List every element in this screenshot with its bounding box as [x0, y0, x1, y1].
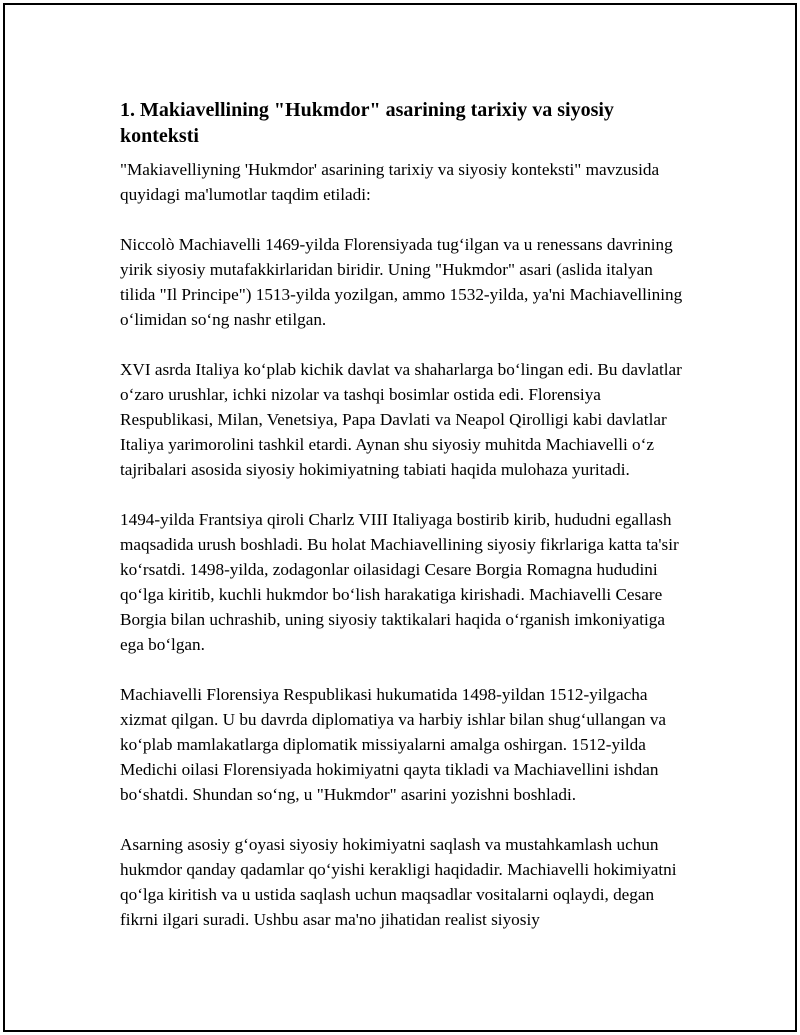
- paragraph-italy-16th-century: XVI asrda Italiya koʻplab kichik davlat va shaharlarga boʻlingan edi. Bu davlatlar oʻzaro urushlar, ichki nizolar va tashqi bosimlar ostida edi. Florensiya Respublikasi, Milan, Venetsiya, Papa Davlati va Neapol Qirolligi kabi davlatlar Italiya yarimorolini tashkil etardi. Aynan shu siyosiy muhitda Machiavelli oʻz tajribalari asosida siyosiy hokimiyatning tabiati haqida mulohaza yuritadi.: [120, 360, 682, 479]
- paragraph-main-idea: Asarning asosiy gʻoyasi siyosiy hokimiyatni saqlash va mustahkamlash uchun hukmdor qanday qadamlar qoʻyishi kerakligi haqidadir. Machiavelli hokimiyatni qoʻlga kiritish va u ustida saqlash uchun maqsadlar vositalarni oqlaydi, degan fikrni ilgari suradi. Ushbu asar ma'no jihatidan realist siyosiy: [120, 835, 677, 929]
- section-heading: 1. Makiavellining "Hukmdor" asarining tarixiy va siyosiy konteksti: [120, 99, 614, 147]
- paragraph-intro: "Makiavelliyning 'Hukmdor' asarining tarixiy va siyosiy konteksti" mavzusida quyidagi ma'lumotlar taqdim etiladi:: [120, 160, 660, 204]
- paragraph-biography: Niccolò Machiavelli 1469-yilda Florensiyada tugʻilgan va u renessans davrining yirik siyosiy mutafakkirlaridan biridir. Uning "Hukmdor" asari (aslida italyan tilida "Il Principe") 1513-yilda yozilgan, ammo 1532-yilda, ya'ni Machiavellining oʻlimidan soʻng nashr etilgan.: [120, 235, 683, 329]
- paragraph-florence-service: Machiavelli Florensiya Respublikasi hukumatida 1498-yildan 1512-yilgacha xizmat qilgan. U bu davrda diplomatiya va harbiy ishlar bilan shugʻullangan va koʻplab mamlakatlarga diplomatik missiyalarni amalga oshirgan. 1512-yilda Medichi oilasi Florensiyada hokimiyatni qayta tikladi va Machiavellini ishdan boʻshatdi. Shundan soʻng, u "Hukmdor" asarini yozishni boshladi.: [120, 685, 667, 804]
- paragraph-french-invasion: 1494-yilda Frantsiya qiroli Charlz VIII Italiyaga bostirib kirib, hududni egallash maqsadida urush boshladi. Bu holat Machiavellining siyosiy fikrlariga katta ta'sir koʻrsatdi. 1498-yilda, zodagonlar oilasidagi Cesare Borgia Romagna hududini qoʻlga kiritib, kuchli hukmdor boʻlish harakatiga kirishadi. Machiavelli Cesare Borgia bilan uchrashib, uning siyosiy taktikalari haqida oʻrganish imkoniyatiga ega boʻlgan.: [120, 510, 679, 654]
- document-page: [3, 3, 797, 1032]
- document-body: [120, 97, 690, 957]
